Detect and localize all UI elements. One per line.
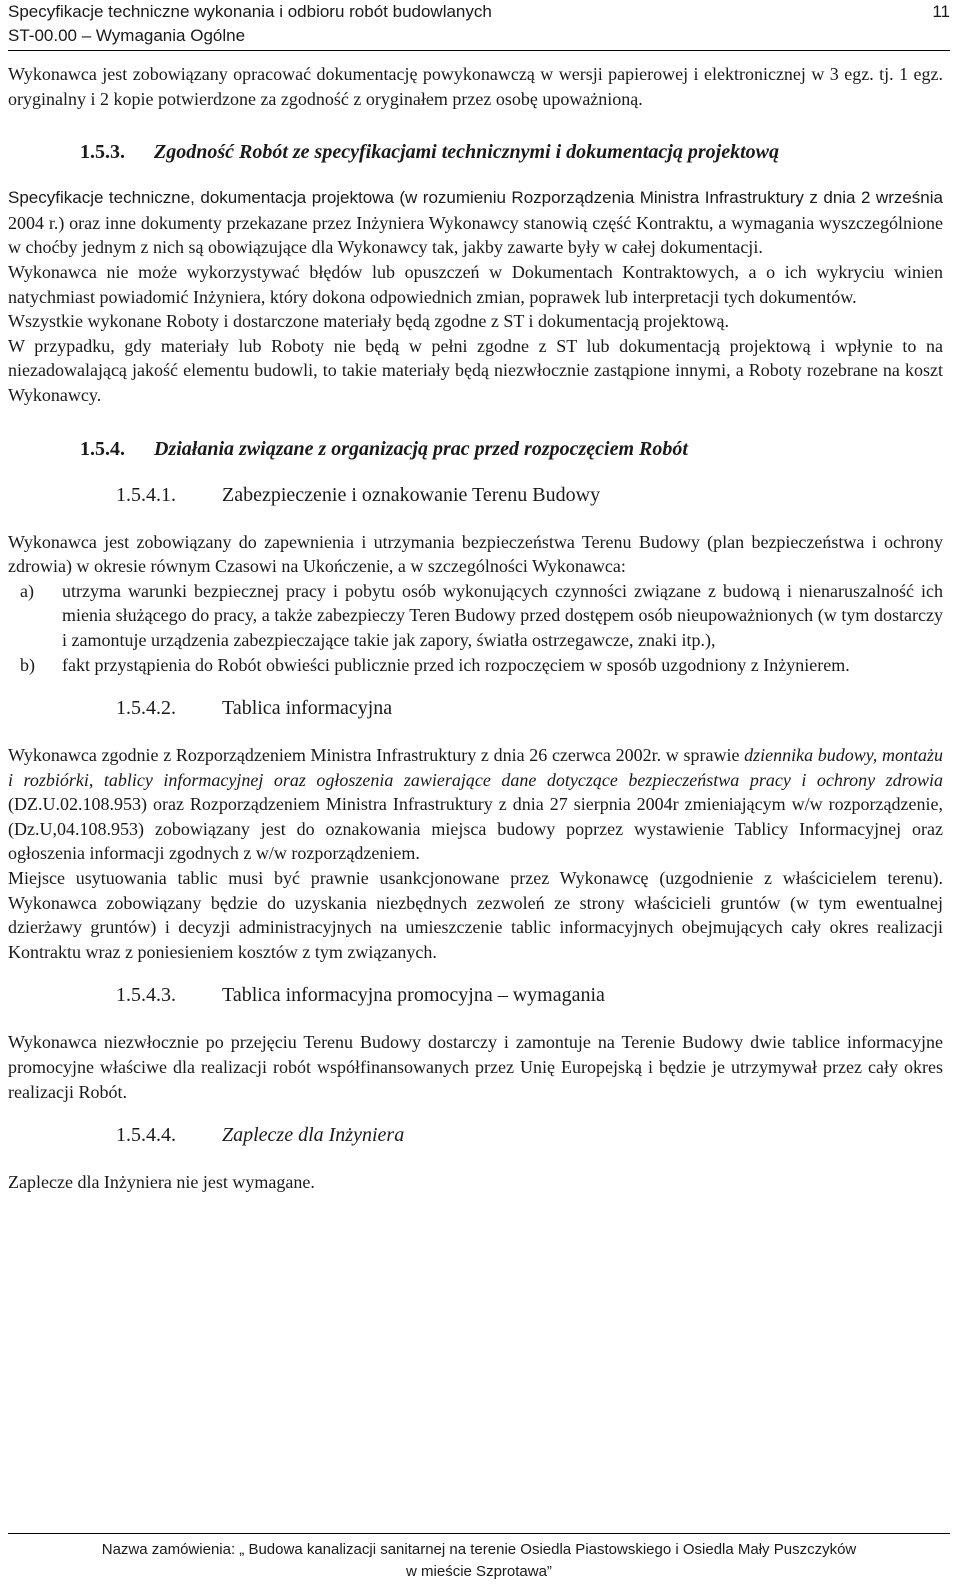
section-1-5-4-1-paragraph: Wykonawca jest zobowiązany do zapewnienia i utrzymania bezpieczeństwa Terenu Budowy (plan bezpieczeństwa i ochrony zdrowia) w okresie równym Czasowi na Ukończenie, a w szczególności Wykonawca: (8, 531, 943, 577)
paragraph-sans-part: Specyfikacje techniczne, dokumentacja projektowa (w rozumieniu Rozporządzenia Ministra Infrastruktury z dnia 2 września (8, 188, 943, 208)
section-1-5-4-2-paragraph-2: Miejsce usytuowania tablic musi być prawnie usankcjonowane przez Wykonawcę (uzgodnienie z właścicielem terenu). Wykonawca zobowiązany będzie do uzyskania niezbędnych zezwoleń ze strony właścicieli gruntów (w tym ewentualnej dzierżawy gruntów) i decyzji administracyjnych na umieszczenie tablic informacyjnych obejmujących cały okres realizacji Kontraktu wraz z poniesieniem kosztów z tym związanych. (8, 868, 943, 962)
subsection-title: Zabezpieczenie i oznakowanie Terenu Budowy (222, 483, 601, 506)
paragraph-part: Wykonawca zgodnie z Rozporządzeniem Ministra Infrastruktury z dnia 26 czerwca 2002r. w sprawie (8, 745, 745, 766)
section-1-5-3-paragraph-2: Wykonawca nie może wykorzystywać błędów lub opuszczeń w Dokumentach Kontraktowych, a o ich wykryciu winien natychmiast powiadomić Inżyniera, który dokona odpowiednich zmian, poprawek lub interpretacji tych dokumentów. (8, 261, 943, 307)
footer-line-1: Nazwa zamówienia: „ Budowa kanalizacji sanitarnej na terenie Osiedla Piastowskiego i Osiedla Mały Puszczyków (101, 1541, 857, 1558)
list-item-text: fakt przystąpienia do Robót obwieści publicznie przed ich rozpoczęciem w sposób uzgodniony z Inżynierem. (62, 654, 850, 675)
section-heading-1-5-3 (80, 139, 943, 165)
subsection-heading-1-5-4-4 (116, 1122, 943, 1148)
section-1-5-4-4-paragraph: Zaplecze dla Inżyniera nie jest wymagane. (8, 1172, 315, 1193)
paragraph-serif-part: 2004 r.) oraz inne dokumenty przekazane przez Inżyniera Wykonawcy stanowią część Kontraktu, a wymagania wyszczególnione w choćby jednym z nich są obowiązujące dla Wykonawcy tak, jakby zawarte były w całej dokumentacji. (8, 212, 943, 258)
section-1-5-3-paragraph-1 (8, 185, 943, 260)
section-1-5-4-2-paragraph-1 (8, 743, 943, 866)
section-number: 1.5.3. (80, 141, 125, 164)
footer-line-2: w mieście Szprotawa” (406, 1563, 552, 1580)
document-subtitle: ST-00.00 – Wymagania Ogólne (8, 26, 246, 45)
subsection-heading-1-5-4-3 (116, 982, 943, 1008)
footer-text (8, 1539, 950, 1583)
subsection-title: Tablica informacyjna (222, 697, 393, 720)
subsection-number: 1.5.4.3. (116, 984, 176, 1007)
regulation-title-italic: dziennika budowy, montażu i rozbiórki, tablicy informacyjnej oraz ogłoszenia zawierające dane dotyczące bezpieczeństwa pracy i ochrony zdrowia (8, 745, 943, 790)
subsection-number: 1.5.4.1. (116, 483, 176, 506)
footer-divider (8, 1533, 950, 1534)
obligations-list (8, 579, 943, 677)
page-number: 11 (932, 2, 950, 21)
subsection-heading-1-5-4-1 (116, 482, 943, 508)
section-number: 1.5.4. (80, 437, 125, 460)
page-header (8, 0, 950, 50)
list-item (8, 579, 943, 653)
subsection-number: 1.5.4.2. (116, 697, 176, 720)
list-item-label: a) (20, 580, 34, 601)
section-heading-1-5-4 (80, 436, 943, 462)
list-item-label: b) (20, 654, 35, 675)
section-1-5-3-paragraph-4: W przypadku, gdy materiały lub Roboty nie będą w pełni zgodne z ST lub dokumentacją projektową i wpłynie to na niezadowalającą jakość elementu budowli, to takie materiały będą niezwłocznie zastąpione innymi, a Roboty rozebrane na koszt Wykonawcy. (8, 335, 943, 405)
subsection-heading-1-5-4-2 (116, 695, 943, 721)
subsection-title: Zaplecze dla Inżyniera (222, 1124, 405, 1147)
document-title: Specyfikacje techniczne wykonania i odbioru robót budowlanych (8, 2, 492, 21)
list-item (8, 653, 943, 678)
subsection-number: 1.5.4.4. (116, 1124, 176, 1147)
section-title: Zgodność Robót ze specyfikacjami technicznymi i dokumentacją projektową (154, 141, 779, 164)
section-1-5-3-paragraph-3: Wszystkie wykonane Roboty i dostarczone materiały będą zgodne z ST i dokumentacją projektową. (8, 311, 729, 332)
list-item-text: utrzyma warunki bezpiecznej pracy i pobytu osób wykonujących czynności związane z budową i nienaruszalność ich mienia służącego do pracy, a także zabezpieczy Teren Budowy przed dostępem osób nieupoważnionych (w tym dostarczy i zamontuje urządzenia zabezpieczające takie jak zapory, światła ostrzegawcze, znaki itp.), (62, 580, 943, 650)
intro-paragraph: Wykonawca jest zobowiązany opracować dokumentację powykonawczą w wersji papierowej i elektronicznej w 3 egz. tj. 1 egz. oryginalny i 2 kopie potwierdzone za zgodność z oryginałem przez osobę upoważnioną. (8, 64, 943, 109)
header-divider (8, 50, 950, 51)
document-body (8, 62, 943, 1195)
section-title: Działania związane z organizacją prac przed rozpoczęciem Robót (154, 437, 688, 460)
section-1-5-4-3-paragraph: Wykonawca niezwłocznie po przejęciu Terenu Budowy dostarczy i zamontuje na Terenie Budowy dwie tablice informacyjne promocyjne właściwe dla realizacji robót współfinansowanych przez Unię Europejską i będzie je utrzymywał przez cały okres realizacji Robót. (8, 1032, 943, 1102)
paragraph-part: (DZ.U.02.108.953) oraz Rozporządzeniem Ministra Infrastruktury z dnia 27 sierpnia 2004r zmieniającym w/w rozporządzenie, (Dz.U,04.108.953) zobowiązany jest do oznakowania miejsca budowy poprzez wystawienie Tablicy Informacyjnej oraz ogłoszenia informacji zgodnych z w/w rozporządzeniem. (8, 794, 943, 864)
subsection-title: Tablica informacyjna promocyjna – wymagania (222, 984, 605, 1007)
